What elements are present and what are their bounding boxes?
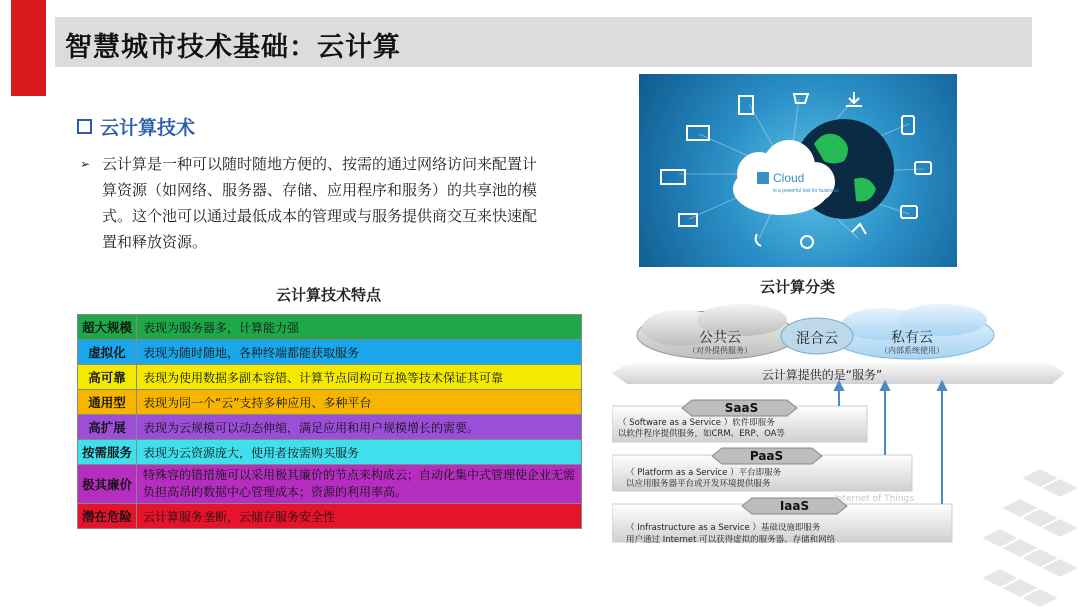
accent-tab xyxy=(11,0,46,96)
service-banner: 云计算提供的是“服务” xyxy=(761,368,883,382)
private-cloud-label: 私有云 xyxy=(891,330,933,346)
feature-key: 按需服务 xyxy=(78,440,137,465)
phone-icon xyxy=(902,116,914,134)
description xyxy=(80,151,550,255)
page-title: 智慧城市技术基础：云计算 xyxy=(65,32,401,63)
music-icon xyxy=(852,224,866,234)
feature-row xyxy=(78,315,582,340)
title-bar xyxy=(55,17,1032,67)
watermark-text: Internet of Things xyxy=(834,494,914,504)
saas-desc-1: （ Software as a Service ）软件即服务 xyxy=(618,418,775,428)
description-text: 云计算是一种可以随时随地方便的、按需的通过网络访问来配置计算资源（如网络、服务器、存储、应用程序和服务）的共享池的模式。这个池可以通过最低成本的管理或与服务提供商交互来快速配置和释放资源。 xyxy=(102,155,538,251)
feature-value: 表现为云规模可以动态伸缩，满足应用和用户规模增长的需要。 xyxy=(137,415,582,440)
public-cloud-sub: （对外提供服务） xyxy=(688,346,752,355)
desktop-icon xyxy=(661,170,685,184)
feature-value: 表现为随时随地，各种终端都能获取服务 xyxy=(137,340,582,365)
feature-row xyxy=(78,440,582,465)
feature-value: 特殊容的错措施可以采用极其廉价的节点来构成云；自动化集中式管理使企业无需负担高昂的数据中心管理成本；资源的利用率高。 xyxy=(137,465,582,504)
feature-value: 表现为使用数据多副本容错、计算节点同构可互换等技术保证其可靠 xyxy=(137,365,582,390)
feature-key: 潜在危险 xyxy=(78,504,137,529)
feature-key: 虚拟化 xyxy=(78,340,137,365)
arrow-bullet-icon: ➢ xyxy=(80,157,91,171)
iaas-label: IaaS xyxy=(779,499,810,513)
laptop-icon xyxy=(687,126,709,140)
feature-row xyxy=(78,415,582,440)
section-title: 云计算技术 xyxy=(100,117,196,139)
square-bullet-icon xyxy=(77,119,92,134)
iaas-desc-1: （ Infrastructure as a Service ）基础设施即服务 xyxy=(626,523,821,533)
cloud-devices-illustration xyxy=(639,74,957,267)
download-icon xyxy=(846,92,862,106)
mail-icon xyxy=(679,214,697,226)
feature-key: 通用型 xyxy=(78,390,137,415)
feature-key: 高可靠 xyxy=(78,365,137,390)
feature-key: 超大规模 xyxy=(78,315,137,340)
paas-desc-2: 以应用服务器平台或开发环境提供服务 xyxy=(626,479,771,489)
features-title: 云计算技术特点 xyxy=(276,286,382,304)
feature-value: 云计算服务垄断，云储存服务安全性 xyxy=(137,504,582,529)
public-cloud-label: 公共云 xyxy=(699,330,741,346)
hero-cloud-text: Cloud xyxy=(773,171,805,185)
feature-row xyxy=(78,390,582,415)
private-cloud-sub: （内部系统使用） xyxy=(880,346,944,355)
feature-row xyxy=(78,365,582,390)
feature-row xyxy=(78,504,582,529)
cube-decoration xyxy=(980,468,1080,608)
chart-icon xyxy=(801,236,813,248)
saas-desc-2: 以软件程序提供服务，如CRM、ERP、OA等 xyxy=(618,429,785,439)
feature-key: 高扩展 xyxy=(78,415,137,440)
feature-row xyxy=(78,465,582,504)
section-heading xyxy=(77,113,195,140)
paas-desc-1: （ Platform as a Service ）平台即服务 xyxy=(626,468,782,478)
feature-row xyxy=(78,340,582,365)
cart-icon xyxy=(794,94,808,103)
tablet-icon xyxy=(739,96,753,114)
camera-icon xyxy=(915,162,931,174)
classification-title: 云计算分类 xyxy=(760,278,836,296)
features-table xyxy=(77,314,582,529)
hybrid-cloud-label: 混合云 xyxy=(796,331,838,347)
feature-key: 极其廉价 xyxy=(78,465,137,504)
feature-value: 表现为同一个“云”支持多种应用、多种平台 xyxy=(137,390,582,415)
paas-label: PaaS xyxy=(749,449,784,463)
feature-value: 表现为云资源庞大，使用者按需购买服务 xyxy=(137,440,582,465)
saas-label: SaaS xyxy=(724,401,759,415)
hero-cloud-subtext: is a powerful tool for business xyxy=(773,188,839,194)
iaas-desc-2: 用户通过 Internet 可以获得虚拟的服务器、存储和网络 xyxy=(626,535,836,545)
feature-value: 表现为服务器多，计算能力强 xyxy=(137,315,582,340)
